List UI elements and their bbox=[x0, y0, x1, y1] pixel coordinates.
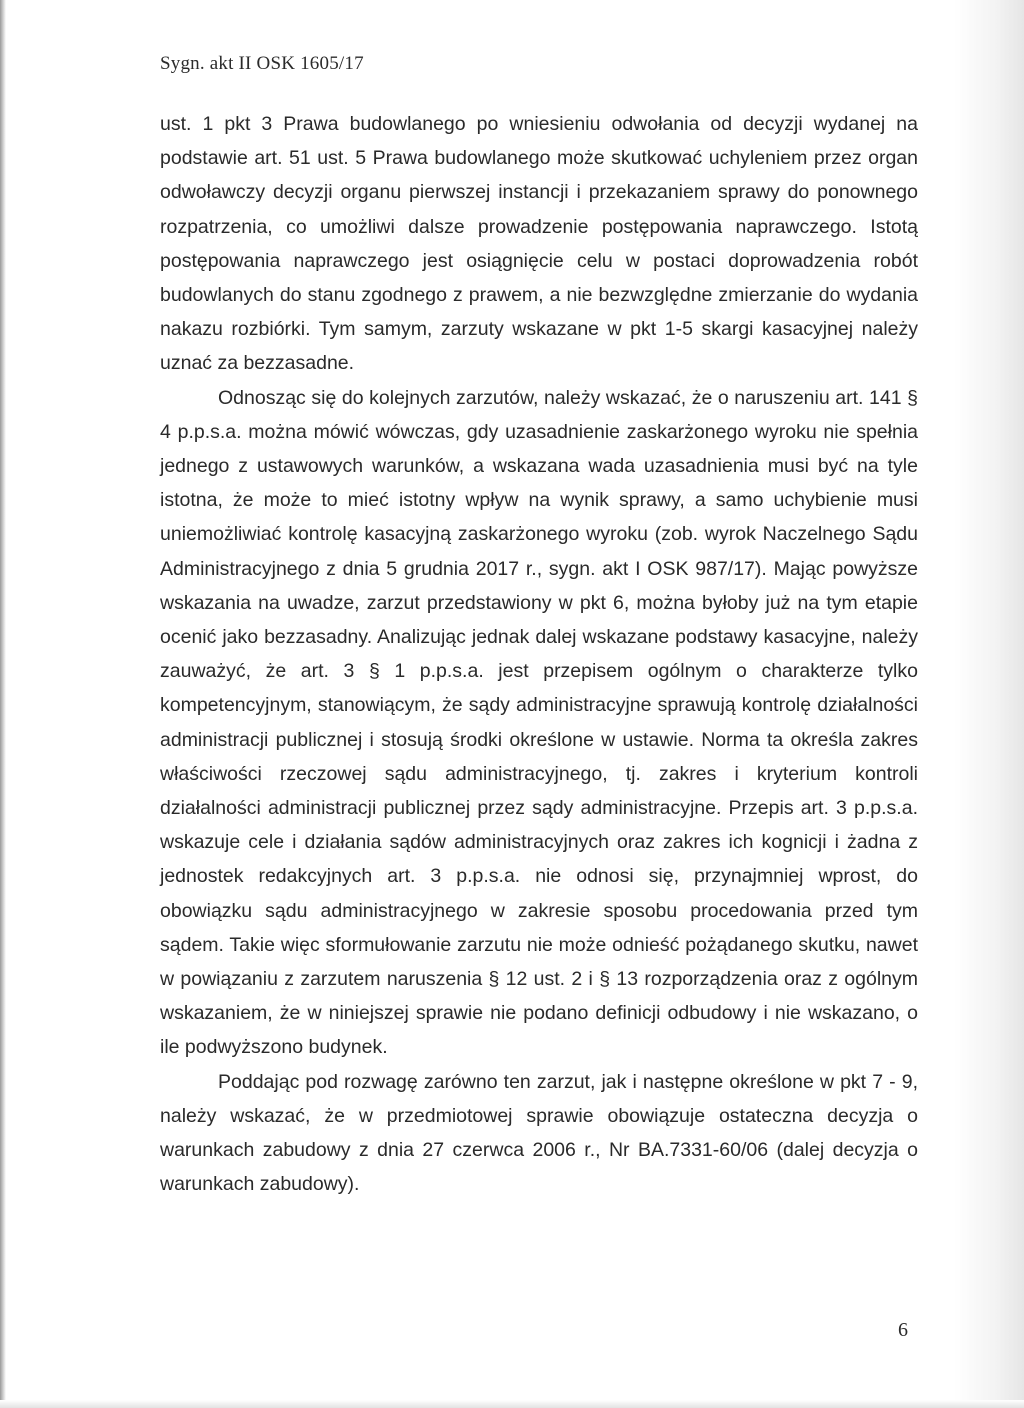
scan-edge-left bbox=[0, 0, 6, 1408]
scan-edge-bottom bbox=[0, 1400, 1024, 1408]
scan-edge-right bbox=[954, 0, 1024, 1408]
document-body bbox=[160, 107, 918, 1202]
paragraph-continuation: ust. 1 pkt 3 Prawa budowlanego po wniesieniu odwołania od decyzji wydanej na podstawie art. 51 ust. 5 Prawa budowlanego może skutkować uchyleniem przez organ odwoławczy decyzji organu pierwszej instancji i przekazaniem sprawy do ponownego rozpatrzenia, co umożliwi dalsze prowadzenie postępowania naprawczego. Istotą postępowania naprawczego jest osiągnięcie celu w postaci doprowadzenia robót budowlanych do stanu zgodnego z prawem, a nie bezwzględne zmierzanie do wydania nakazu rozbiórki. Tym samym, zarzuty wskazane w pkt 1-5 skargi kasacyjnej należy uznać za bezzasadne. bbox=[160, 113, 918, 375]
paragraph-allegations: Odnosząc się do kolejnych zarzutów, należy wskazać, że o naruszeniu art. 141 § 4 p.p.s.a. można mówić wówczas, gdy uzasadnienie zaskarżonego wyroku nie spełnia jednego z ustawowych warunków, a wskazana wada uzasadnienia musi być na tyle istotna, że może to mieć istotny wpływ na wynik sprawy, a samo uchybienie musi uniemożliwiać kontrolę kasacyjną zaskarżonego wyroku (zob. wyrok Naczelnego Sądu Administracyjnego z dnia 5 grudnia 2017 r., sygn. akt I OSK 987/17). Mając powyższe wskazania na uwadze, zarzut przedstawiony w pkt 6, można byłoby już na tym etapie ocenić jako bezzasadny. Analizując jednak dalej wskazane podstawy kasacyjne, należy zauważyć, że art. 3 § 1 p.p.s.a. jest przepisem ogólnym o charakterze tylko kompetencyjnym, stanowiącym, że sądy administracyjne sprawują kontrolę działalności administracji publicznej i stosują środki określone w ustawie. Norma ta określa zakres właściwości rzeczowej sądu administracyjnego, tj. zakres i kryterium kontroli działalności administracji publicznej przez sądy administracyjne. Przepis art. 3 p.p.s.a. wskazuje cele i działania sądów administracyjnych oraz zakres ich kognicji i żadna z jednostek redakcyjnych art. 3 p.p.s.a. nie odnosi się, przynajmniej wprost, do obowiązku sądu administracyjnego w zakresie sposobu procedowania przed tym sądem. Takie więc sformułowanie zarzutu nie może odnieść pożądanego skutku, nawet w powiązaniu z zarzutem naruszenia § 12 ust. 2 i § 13 rozporządzenia oraz z ogólnym wskazaniem, że w niniejszej sprawie nie podano definicji odbudowy i nie wskazano, o ile podwyższono budynek. bbox=[160, 386, 918, 1059]
case-signature: Sygn. akt II OSK 1605/17 bbox=[160, 53, 364, 74]
paragraph-zoning-decision: Poddając pod rozwagę zarówno ten zarzut, jak i następne określone w pkt 7 - 9, należy wskazać, że w przedmiotowej sprawie obowiązuje ostateczna decyzja o warunkach zabudowy z dnia 27 czerwca 2006 r., Nr BA.7331-60/06 (dalej decyzja o warunkach zabudowy). bbox=[160, 1070, 918, 1196]
page-number: 6 bbox=[898, 1319, 908, 1341]
